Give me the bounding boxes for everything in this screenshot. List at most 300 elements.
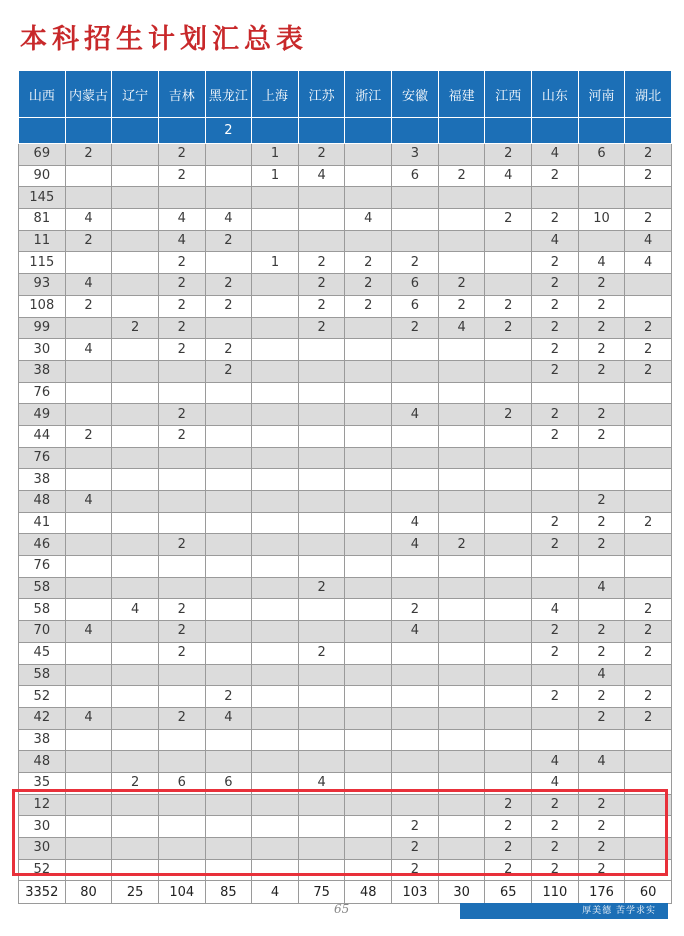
table-row <box>19 751 672 773</box>
table-cell: 70 <box>19 621 66 643</box>
table-cell <box>392 556 439 578</box>
column-header: 湖北 <box>625 71 672 118</box>
table-cell <box>345 382 392 404</box>
table-cell: 2 <box>625 707 672 729</box>
table-cell: 2 <box>532 838 579 860</box>
table-cell: 2 <box>532 859 579 881</box>
table-cell: 2 <box>65 295 112 317</box>
table-cell <box>112 816 159 838</box>
table-cell <box>298 469 345 491</box>
table-cell: 2 <box>392 317 439 339</box>
table-cell <box>205 404 252 426</box>
table-cell: 2 <box>625 686 672 708</box>
table-cell: 44 <box>19 425 66 447</box>
table-cell <box>345 751 392 773</box>
table-cell <box>298 230 345 252</box>
table-cell: 30 <box>19 339 66 361</box>
table-cell <box>252 816 299 838</box>
table-cell <box>485 556 532 578</box>
table-cell <box>625 816 672 838</box>
table-cell <box>205 165 252 187</box>
table-row <box>19 686 672 708</box>
table-cell <box>252 274 299 296</box>
table-cell <box>345 707 392 729</box>
table-cell: 4 <box>392 621 439 643</box>
table-cell <box>438 187 485 209</box>
table-cell: 2 <box>298 577 345 599</box>
table-cell <box>158 469 205 491</box>
table-cell <box>252 577 299 599</box>
table-row <box>19 556 672 578</box>
table-cell <box>578 187 625 209</box>
table-cell <box>485 425 532 447</box>
table-row <box>19 859 672 881</box>
table-cell: 2 <box>158 642 205 664</box>
subheader-cell <box>65 118 112 144</box>
table-cell <box>252 317 299 339</box>
table-cell: 4 <box>65 274 112 296</box>
table-cell <box>205 751 252 773</box>
table-cell: 30 <box>19 838 66 860</box>
table-cell: 2 <box>532 274 579 296</box>
table-cell: 2 <box>578 404 625 426</box>
table-cell <box>205 838 252 860</box>
table-cell <box>252 838 299 860</box>
total-cell: 30 <box>438 881 485 904</box>
table-cell: 38 <box>19 360 66 382</box>
table-cell: 6 <box>392 295 439 317</box>
table-cell <box>205 187 252 209</box>
table-cell <box>485 447 532 469</box>
table-cell <box>252 707 299 729</box>
table-cell: 2 <box>485 404 532 426</box>
table-cell: 6 <box>392 274 439 296</box>
table-cell <box>205 317 252 339</box>
table-cell <box>345 447 392 469</box>
table-cell <box>112 144 159 166</box>
table-cell: 2 <box>578 642 625 664</box>
table-cell: 2 <box>625 360 672 382</box>
table-cell <box>112 274 159 296</box>
table-row <box>19 794 672 816</box>
table-cell <box>345 144 392 166</box>
table-cell: 90 <box>19 165 66 187</box>
table-cell: 4 <box>205 209 252 231</box>
column-header: 山东 <box>532 71 579 118</box>
table-cell: 2 <box>298 144 345 166</box>
total-cell: 104 <box>158 881 205 904</box>
table-cell <box>298 404 345 426</box>
table-cell <box>392 447 439 469</box>
table-cell: 2 <box>298 317 345 339</box>
column-header: 上海 <box>252 71 299 118</box>
table-cell <box>252 491 299 513</box>
table-cell: 2 <box>205 230 252 252</box>
subheader-cell <box>19 118 66 144</box>
table-body <box>19 118 672 904</box>
table-row <box>19 317 672 339</box>
table-cell: 4 <box>532 599 579 621</box>
table-cell <box>112 209 159 231</box>
table-cell: 2 <box>578 295 625 317</box>
table-cell <box>485 230 532 252</box>
table-cell <box>205 491 252 513</box>
table-cell <box>65 534 112 556</box>
table-cell: 2 <box>532 621 579 643</box>
table-cell <box>112 556 159 578</box>
subheader-cell <box>392 118 439 144</box>
table-cell <box>112 187 159 209</box>
table-cell: 2 <box>438 165 485 187</box>
column-header: 黑龙江 <box>205 71 252 118</box>
table-cell: 2 <box>205 274 252 296</box>
table-cell: 35 <box>19 772 66 794</box>
table-cell <box>438 664 485 686</box>
table-cell <box>112 425 159 447</box>
table-cell <box>252 187 299 209</box>
table-cell: 2 <box>158 295 205 317</box>
table-cell <box>112 447 159 469</box>
table-row <box>19 838 672 860</box>
table-cell <box>298 425 345 447</box>
table-cell <box>578 382 625 404</box>
table-cell <box>252 686 299 708</box>
table-cell <box>65 187 112 209</box>
table-cell: 4 <box>485 165 532 187</box>
table-cell: 2 <box>578 339 625 361</box>
table-cell: 2 <box>625 209 672 231</box>
table-cell: 4 <box>578 252 625 274</box>
table-cell <box>112 707 159 729</box>
table-cell <box>252 772 299 794</box>
table-cell <box>158 512 205 534</box>
table-cell <box>578 599 625 621</box>
table-cell: 42 <box>19 707 66 729</box>
table-cell <box>65 577 112 599</box>
table-row <box>19 707 672 729</box>
table-cell: 4 <box>298 772 345 794</box>
total-cell: 103 <box>392 881 439 904</box>
table-cell <box>158 491 205 513</box>
table-cell <box>298 686 345 708</box>
table-cell <box>112 621 159 643</box>
table-cell: 99 <box>19 317 66 339</box>
table-cell: 2 <box>485 317 532 339</box>
table-cell: 2 <box>392 859 439 881</box>
table-cell <box>345 491 392 513</box>
table-cell: 2 <box>485 816 532 838</box>
page-title: 本科招生计划汇总表 <box>20 24 308 55</box>
table-cell <box>205 621 252 643</box>
table-cell: 81 <box>19 209 66 231</box>
column-header: 吉林 <box>158 71 205 118</box>
table-cell: 2 <box>578 686 625 708</box>
column-header: 福建 <box>438 71 485 118</box>
table-cell <box>392 491 439 513</box>
table-cell: 2 <box>578 317 625 339</box>
table-cell: 2 <box>345 295 392 317</box>
table-cell: 2 <box>578 859 625 881</box>
table-cell <box>532 664 579 686</box>
table-cell <box>392 794 439 816</box>
table-cell: 4 <box>625 230 672 252</box>
table-cell <box>158 447 205 469</box>
table-cell <box>298 447 345 469</box>
table-cell <box>345 512 392 534</box>
table-row <box>19 491 672 513</box>
table-cell <box>392 707 439 729</box>
table-cell: 2 <box>625 317 672 339</box>
table-cell: 2 <box>485 144 532 166</box>
total-cell: 4 <box>252 881 299 904</box>
table-cell: 2 <box>625 642 672 664</box>
table-cell: 4 <box>298 165 345 187</box>
table-cell <box>65 252 112 274</box>
table-cell <box>485 187 532 209</box>
table-cell <box>158 382 205 404</box>
table-cell: 2 <box>578 274 625 296</box>
table-row <box>19 447 672 469</box>
table-cell <box>438 729 485 751</box>
table-cell <box>298 816 345 838</box>
table-cell <box>112 794 159 816</box>
table-cell <box>345 187 392 209</box>
table-cell: 49 <box>19 404 66 426</box>
table-cell <box>65 794 112 816</box>
table-cell <box>485 642 532 664</box>
table-cell <box>158 751 205 773</box>
table-cell <box>485 751 532 773</box>
total-cell: 75 <box>298 881 345 904</box>
table-row <box>19 382 672 404</box>
table-cell <box>112 360 159 382</box>
table-cell: 2 <box>578 838 625 860</box>
table-cell: 2 <box>158 252 205 274</box>
table-cell <box>345 729 392 751</box>
table-cell <box>252 556 299 578</box>
table-cell <box>205 534 252 556</box>
total-cell: 25 <box>112 881 159 904</box>
table-cell: 2 <box>485 209 532 231</box>
table-cell <box>112 534 159 556</box>
table-cell <box>392 642 439 664</box>
table-cell <box>205 425 252 447</box>
table-row <box>19 404 672 426</box>
table-cell: 52 <box>19 859 66 881</box>
table-cell <box>438 751 485 773</box>
table-row <box>19 642 672 664</box>
table-cell <box>205 664 252 686</box>
total-cell: 60 <box>625 881 672 904</box>
table-cell <box>205 599 252 621</box>
table-cell <box>158 556 205 578</box>
table-cell <box>345 686 392 708</box>
table-cell: 76 <box>19 447 66 469</box>
table-cell <box>345 165 392 187</box>
table-cell: 2 <box>158 339 205 361</box>
table-cell <box>625 295 672 317</box>
table-cell: 10 <box>578 209 625 231</box>
subheader-cell <box>252 118 299 144</box>
table-cell <box>625 425 672 447</box>
table-cell: 2 <box>205 686 252 708</box>
table-cell <box>298 729 345 751</box>
table-cell <box>65 751 112 773</box>
table-cell <box>65 642 112 664</box>
table-cell <box>252 642 299 664</box>
table-cell <box>485 491 532 513</box>
table-cell <box>532 469 579 491</box>
table-cell: 2 <box>158 621 205 643</box>
table-cell <box>345 534 392 556</box>
table-cell: 2 <box>298 295 345 317</box>
table-cell <box>158 859 205 881</box>
table-cell <box>298 838 345 860</box>
table-cell <box>65 165 112 187</box>
table-cell <box>345 339 392 361</box>
table-cell <box>65 664 112 686</box>
subheader-cell <box>485 118 532 144</box>
table-cell <box>252 751 299 773</box>
table-cell <box>298 512 345 534</box>
table-row <box>19 295 672 317</box>
table-cell <box>532 491 579 513</box>
table-cell <box>345 816 392 838</box>
table-cell <box>252 621 299 643</box>
table-cell <box>625 577 672 599</box>
table-row <box>19 209 672 231</box>
table-cell <box>158 794 205 816</box>
table-cell <box>205 642 252 664</box>
table-cell: 58 <box>19 577 66 599</box>
table-cell <box>252 425 299 447</box>
table-cell <box>112 838 159 860</box>
table-cell <box>578 469 625 491</box>
table-cell <box>205 512 252 534</box>
table-cell: 2 <box>392 838 439 860</box>
table-cell: 2 <box>532 534 579 556</box>
table-cell <box>205 144 252 166</box>
table-cell <box>578 165 625 187</box>
table-cell <box>438 772 485 794</box>
table-cell <box>252 794 299 816</box>
table-cell <box>392 664 439 686</box>
table-cell <box>438 491 485 513</box>
table-cell <box>112 339 159 361</box>
table-cell <box>485 512 532 534</box>
table-cell <box>438 252 485 274</box>
table-cell: 6 <box>205 772 252 794</box>
table-cell <box>298 382 345 404</box>
table-cell <box>345 425 392 447</box>
table-cell <box>65 556 112 578</box>
table-cell <box>485 686 532 708</box>
table-cell: 2 <box>158 707 205 729</box>
table-cell: 3 <box>392 144 439 166</box>
table-cell: 4 <box>65 491 112 513</box>
table-cell <box>65 447 112 469</box>
column-header: 江西 <box>485 71 532 118</box>
table-cell: 30 <box>19 816 66 838</box>
table-cell <box>438 447 485 469</box>
table-cell: 11 <box>19 230 66 252</box>
table-cell <box>252 664 299 686</box>
table-cell: 2 <box>485 838 532 860</box>
table-cell <box>112 382 159 404</box>
table-cell <box>485 252 532 274</box>
table-cell: 38 <box>19 469 66 491</box>
table-cell <box>298 794 345 816</box>
table-cell <box>65 317 112 339</box>
table-cell <box>345 794 392 816</box>
table-row <box>19 534 672 556</box>
table-cell <box>205 556 252 578</box>
table-cell <box>345 642 392 664</box>
table-cell: 2 <box>625 165 672 187</box>
table-cell <box>532 447 579 469</box>
total-cell: 85 <box>205 881 252 904</box>
table-cell <box>345 599 392 621</box>
subheader-cell <box>158 118 205 144</box>
table-row <box>19 469 672 491</box>
table-cell: 2 <box>158 534 205 556</box>
table-row <box>19 360 672 382</box>
table-cell: 2 <box>438 274 485 296</box>
table-cell: 2 <box>205 339 252 361</box>
table-row <box>19 664 672 686</box>
table-cell <box>532 729 579 751</box>
table-cell: 2 <box>158 599 205 621</box>
table-cell <box>112 491 159 513</box>
table-cell <box>112 295 159 317</box>
table-row <box>19 577 672 599</box>
table-cell <box>392 209 439 231</box>
province-header-row <box>19 71 672 118</box>
table-cell: 4 <box>532 144 579 166</box>
subheader-cell <box>112 118 159 144</box>
enrollment-plan-table <box>18 70 672 904</box>
table-cell: 4 <box>158 209 205 231</box>
table-cell <box>392 382 439 404</box>
table-cell <box>485 729 532 751</box>
table-cell: 4 <box>532 772 579 794</box>
table-cell <box>345 556 392 578</box>
subheader-cell <box>578 118 625 144</box>
table-cell <box>345 230 392 252</box>
table-row <box>19 425 672 447</box>
table-cell: 2 <box>298 642 345 664</box>
table-cell <box>345 469 392 491</box>
table-cell <box>252 447 299 469</box>
table-cell <box>438 556 485 578</box>
table-cell: 4 <box>532 230 579 252</box>
table-cell: 2 <box>532 209 579 231</box>
total-cell: 65 <box>485 881 532 904</box>
table-cell: 2 <box>578 425 625 447</box>
table-cell <box>158 686 205 708</box>
table-cell: 1 <box>252 252 299 274</box>
column-header: 内蒙古 <box>65 71 112 118</box>
table-cell <box>438 339 485 361</box>
table-row <box>19 274 672 296</box>
table-cell: 12 <box>19 794 66 816</box>
table-cell <box>252 512 299 534</box>
table-cell: 2 <box>65 425 112 447</box>
table-row <box>19 252 672 274</box>
table-cell <box>392 577 439 599</box>
table-cell <box>392 230 439 252</box>
table-cell <box>112 252 159 274</box>
